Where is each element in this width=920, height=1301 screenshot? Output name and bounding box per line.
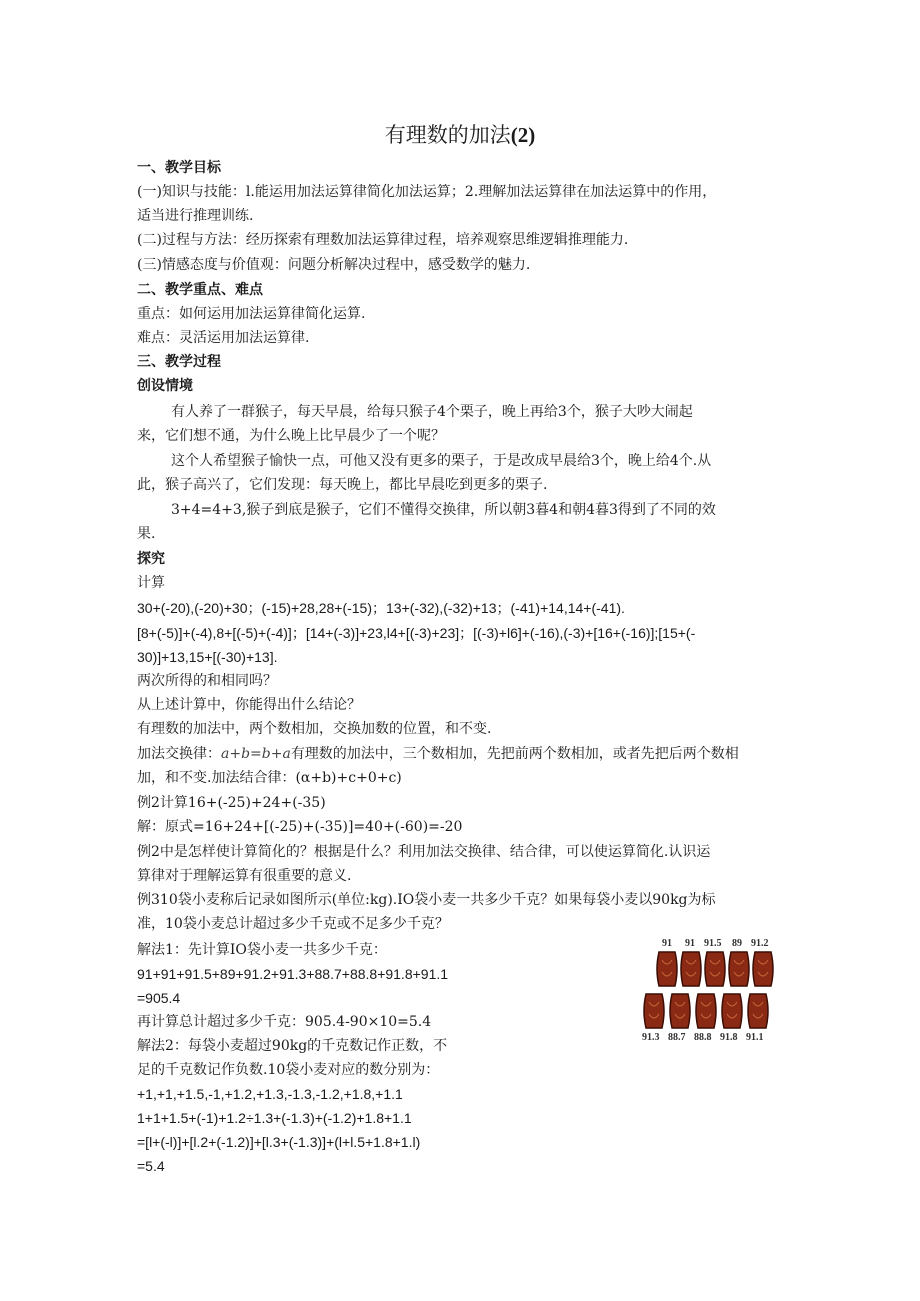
math-line: [8+(-5)]+(-4),8+[(-5)+(-4)]；[14+(-3)]+23,l4+[(-3)+23]；[(-3)+l6]+(-16),(-3)+[16+(-16)];[15+(- (137, 625, 696, 641)
text-line: 加，和不变.加法结合律：(α+b)+c+0+c) (137, 770, 402, 786)
text-line: 这个人希望猴子愉快一点，可他又没有更多的栗子，于是改成早晨给3个，晚上给4个.从 (171, 453, 712, 469)
subheading-explore: 探究 (137, 551, 165, 567)
text-line: 从上述计算中，你能得出什么结论？ (137, 697, 361, 713)
text-line: (二)过程与方法：经历探索有理数加法运算律过程，培养观察思维逻辑推理能力. (137, 232, 629, 248)
text-line: 例310袋小麦称后记录如图所示(单位:kg).IO袋小麦一共多少千克？如果每袋小麦以90kg为标 (137, 892, 716, 908)
math-line: 1+1+1.5+(-1)+1.2÷1.3+(-1.3)+(-1.2)+1.8+1.1 (137, 1110, 412, 1126)
text-line: 此，猴子高兴了，它们发现：每天晚上，都比早晨吃到更多的栗子. (137, 477, 548, 493)
text-line: 有人养了一群猴子，每天早晨，给每只猴子4个栗子，晚上再给3个，猴子大吵大闹起 (171, 404, 693, 420)
math-line: +1,+1,+1.5,-1,+1.2,+1.3,-1.3,-1.2,+1.8,+1.1 (137, 1086, 403, 1102)
text-line: 例2计算16+(-25)+24+(-35) (137, 795, 326, 811)
section-heading-goals: 一、教学目标 (137, 160, 221, 176)
text-line: 果. (137, 526, 156, 542)
math-line: 30)]+13,15+[(-30)+13]. (137, 649, 278, 665)
text-line: 两次所得的和相同吗？ (137, 673, 277, 689)
bag-weight-label: 88.8 (694, 1032, 712, 1043)
page-title (0, 120, 920, 150)
math-line: 91+91+91.5+89+91.2+91.3+88.7+88.8+91.8+91.1 (137, 966, 449, 982)
text-line: 解法1：先计算IO袋小麦一共多少千克： (137, 942, 387, 958)
bag-weight-label: 91.5 (704, 938, 722, 949)
bag-weight-label: 91 (685, 938, 695, 949)
subheading-scenario: 创设情境 (137, 378, 193, 394)
bag-weight-label: 91.8 (720, 1032, 738, 1043)
section-heading-process: 三、教学过程 (137, 354, 221, 370)
text-line: 再计算总计超过多少千克：905.4-90×10=5.4 (137, 1014, 432, 1030)
wheat-bag (729, 952, 749, 986)
law-label: 加法交换律： (137, 746, 221, 762)
wheat-bag (722, 994, 742, 1028)
text-line: 难点：灵活运用加法运算律. (137, 330, 310, 346)
title-number: (2) (510, 123, 536, 147)
text-line: 有理数的加法中，两个数相加，交换加数的位置，和不变. (137, 721, 492, 737)
wheat-bag (657, 952, 677, 986)
wheat-bag (748, 994, 768, 1028)
bag-weight-label: 91 (662, 938, 672, 949)
wheat-bag (753, 952, 773, 986)
text-line: (一)知识与技能：l.能运用加法运算律简化加法运算；2.理解加法运算律在加法运算中的作用， (137, 184, 717, 200)
wheat-bag (670, 994, 690, 1028)
bag-weight-label: 88.7 (668, 1032, 686, 1043)
math-line: =905.4 (137, 990, 181, 1006)
text-line: 准，10袋小麦总计超过多少千克或不足多少千克？ (137, 916, 449, 932)
text-line: 计算 (137, 575, 165, 591)
commutative-formula: a+b=b+a (221, 746, 291, 762)
title-text: 有理数的加法 (384, 123, 511, 147)
wheat-bags-figure (640, 938, 780, 1048)
math-line: 30+(-20),(-20)+30；(-15)+28,28+(-15)；13+(-32),(-32)+13；(-41)+14,14+(-41). (137, 600, 625, 616)
math-line: =[l+(-l)]+[l.2+(-1.2)]+[l.3+(-1.3)]+(l+l.5+1.8+1.l) (137, 1134, 421, 1150)
wheat-bag (705, 952, 725, 986)
math-line: =5.4 (137, 1158, 165, 1174)
text-line: 适当进行推理训练. (137, 208, 254, 224)
section-heading-keypoints: 二、教学重点、难点 (137, 282, 263, 298)
text-line: 来，它们想不通，为什么晚上比早晨少了一个呢？ (137, 428, 445, 444)
text-line: 重点：如何运用加法运算律简化运算. (137, 306, 366, 322)
text-line: 算律对于理解运算有很重要的意义. (137, 868, 352, 884)
text-line: 3+4=4+3,猴子到底是猴子，它们不懂得交换律，所以朝3暮4和朝4暮3得到了不同的效 (171, 502, 716, 518)
wheat-bag (681, 952, 701, 986)
text-line: 足的千克数记作负数.10袋小麦对应的数分别为： (137, 1062, 440, 1078)
law-text: 有理数的加法中，三个数相加，先把前两个数相加，或者先把后两个数相 (290, 746, 739, 762)
bag-weight-label: 91.2 (751, 938, 769, 949)
bag-weight-label: 89 (732, 938, 742, 949)
wheat-bags-drawing (640, 938, 780, 1048)
bag-weight-label: 91.3 (642, 1032, 660, 1043)
wheat-bag (696, 994, 716, 1028)
bag-weight-label: 91.1 (746, 1032, 764, 1043)
text-line: (三)情感态度与价值观：问题分析解决过程中，感受数学的魅力. (137, 257, 531, 273)
text-line: 解：原式=16+24+[(-25)+(-35)]=40+(-60)=-20 (137, 819, 463, 835)
text-line: 例2中是怎样使计算简化的？根据是什么？利用加法交换律、结合律，可以使运算简化.认识运 (137, 844, 711, 860)
wheat-bag (644, 994, 664, 1028)
text-line (137, 744, 739, 764)
text-line: 解法2：每袋小麦超过90kg的千克数记作正数，不 (137, 1038, 448, 1054)
